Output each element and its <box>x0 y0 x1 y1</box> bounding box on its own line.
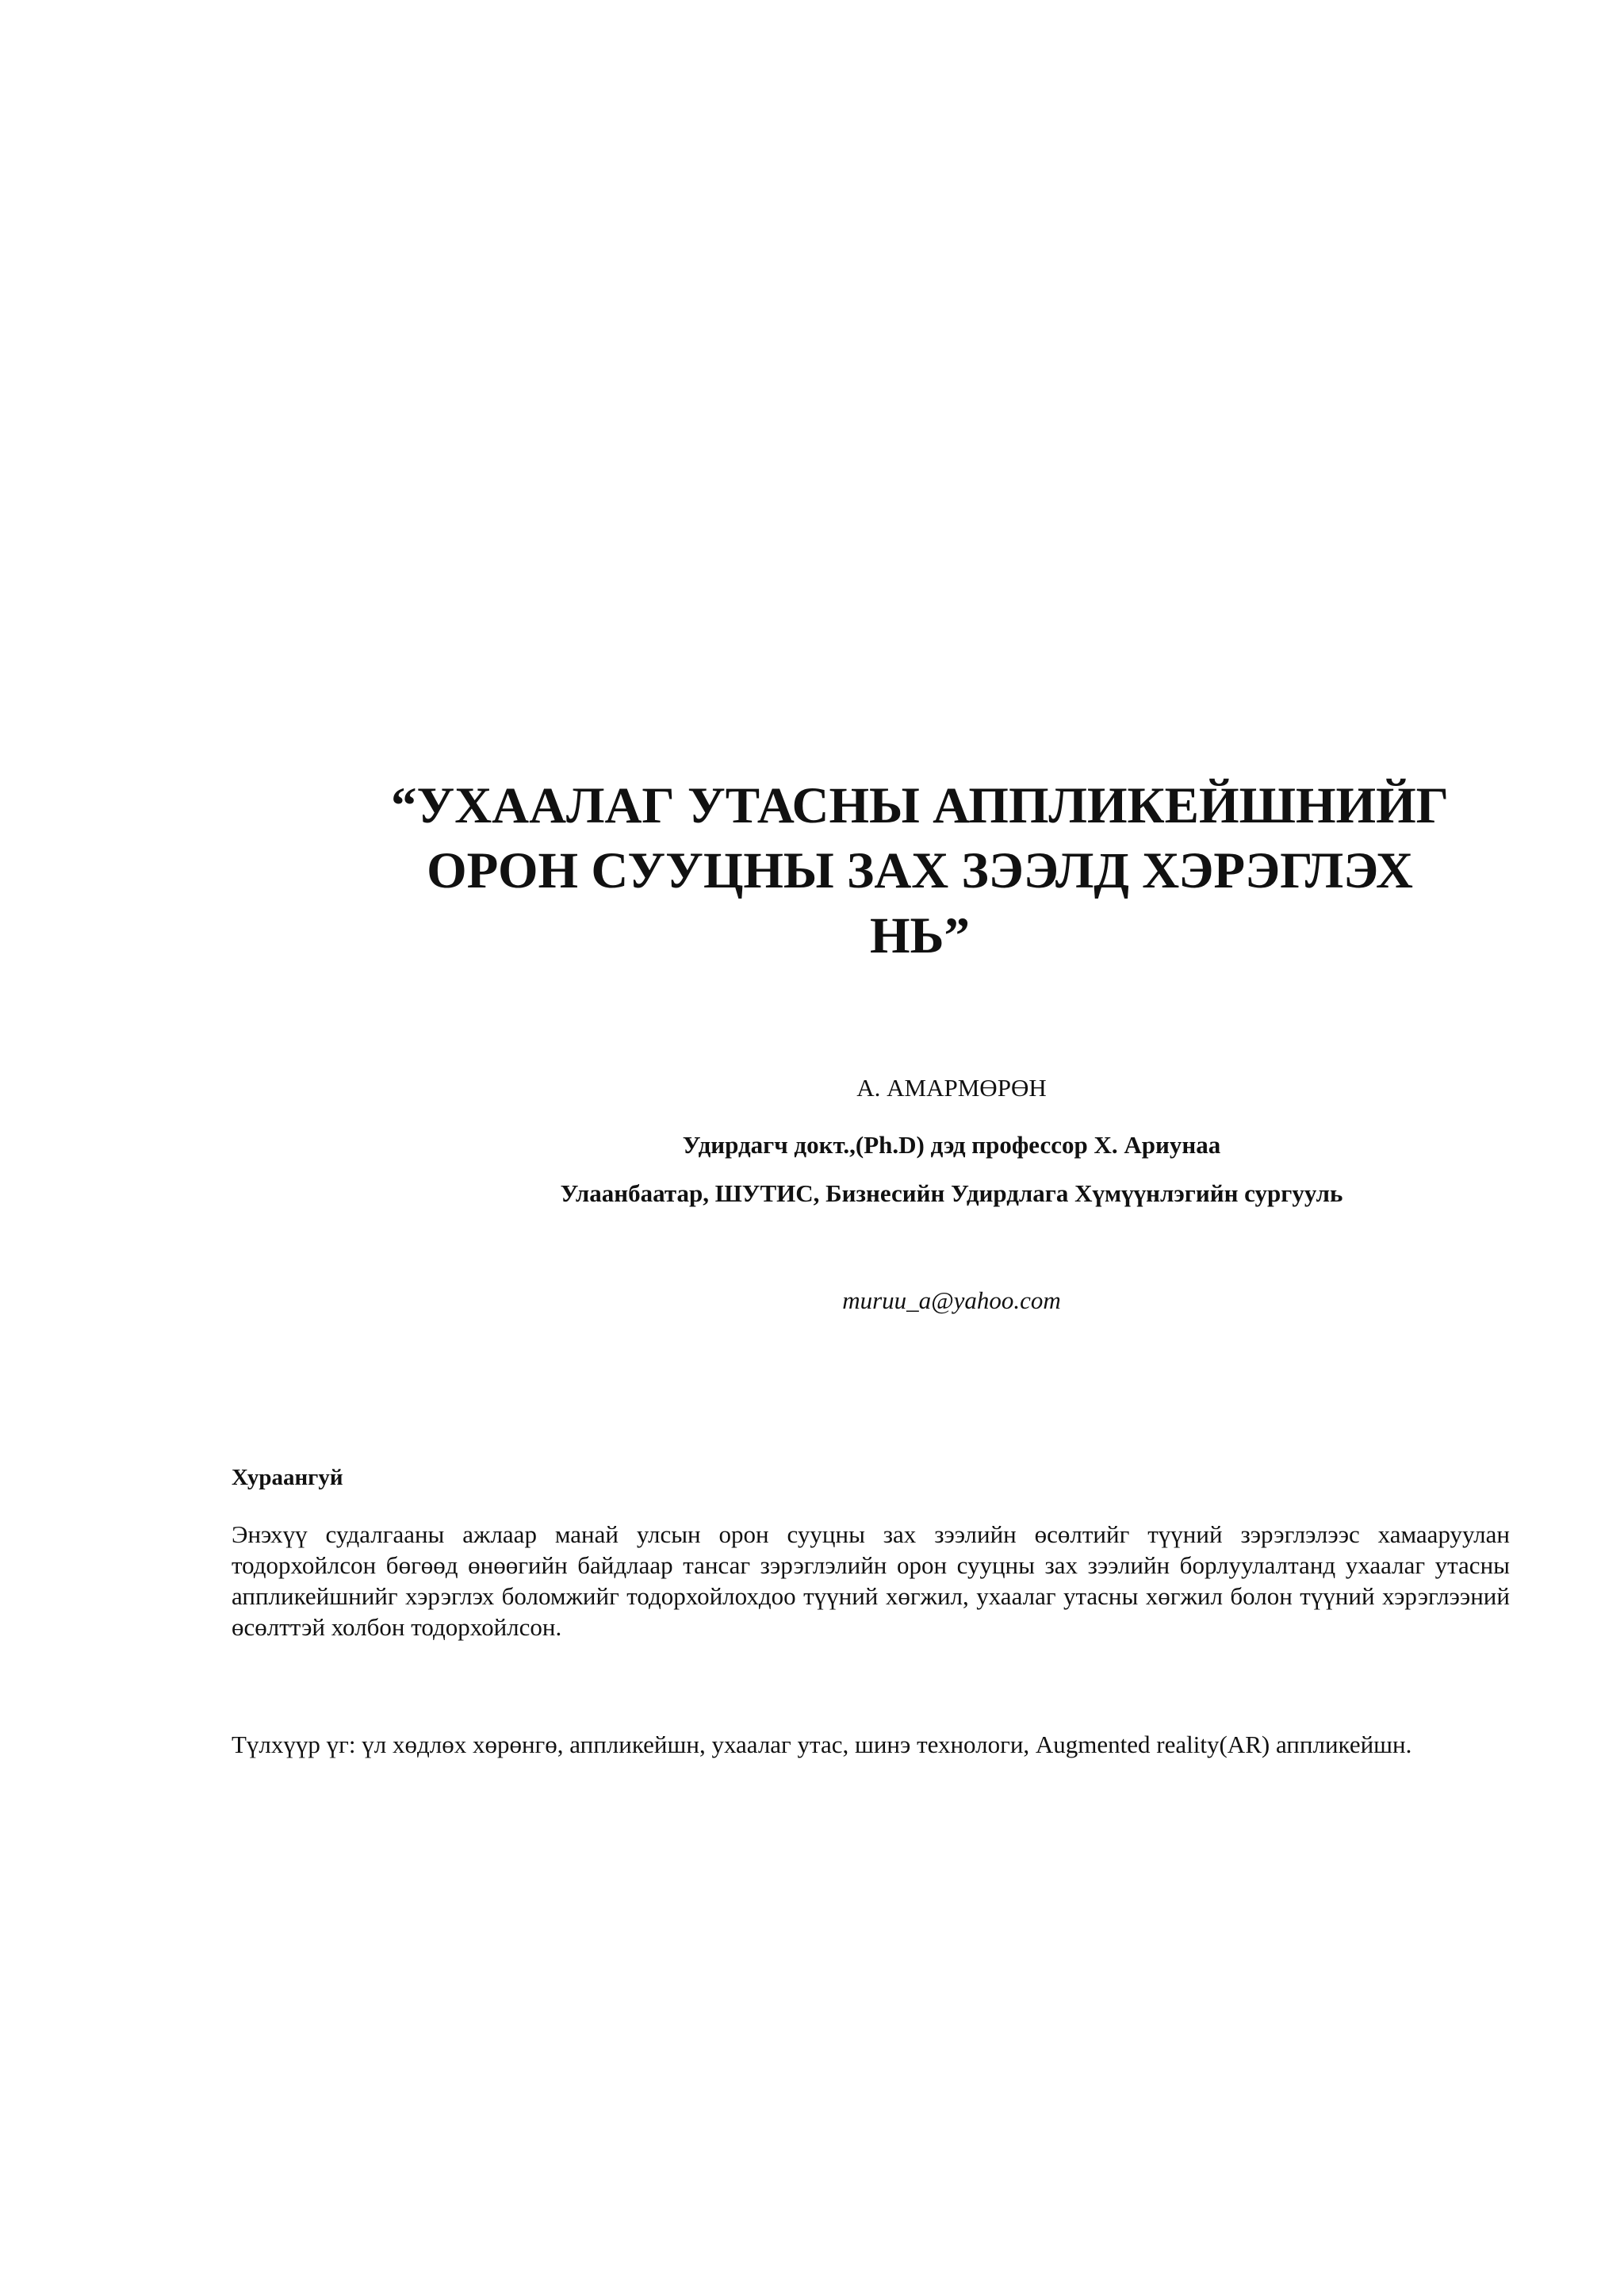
supervisor-line: Удирдагч докт.,(Ph.D) дэд профессор Х. Ариунаа <box>682 1131 1221 1159</box>
keywords-paragraph: Түлхүүр үг: үл хөдлөх хөрөнгө, аппликейшн, ухаалаг утас, шинэ технологи, Augmented reality(AR) аппликейшн. <box>232 1731 1412 1758</box>
abstract-heading: Хураангуй <box>232 1465 343 1490</box>
title-line-2: ОРОН СУУЦНЫ ЗАХ ЗЭЭЛД ХЭРЭГЛЭХ <box>427 842 1413 899</box>
paper-title <box>333 773 1507 968</box>
title-line-1: “УХААЛАГ УТАСНЫ АППЛИКЕЙШНИЙГ <box>391 777 1449 834</box>
author-name: А. АМАРМӨРӨН <box>856 1074 1047 1102</box>
author-email: muruu_a@yahoo.com <box>842 1286 1061 1314</box>
title-line-3: НЬ” <box>869 907 971 964</box>
affiliation-line: Улаанбаатар, ШУТИС, Бизнесийн Удирдлага Хүмүүнлэгийн сургууль <box>560 1179 1343 1207</box>
abstract-paragraph: Энэхүү судалгааны ажлаар манай улсын орон сууцны зах зээлийн өсөлтийг түүний зэрэглэлээс хамааруулан тодорхойлсон бөгөөд өнөөгийн байдлаар тансаг зэрэглэлийн орон сууцны зах зээлийн борлуулалтанд ухаалаг утасны аппликейшнийг хэрэглэх боломжийг тодорхойлохдоо түүний хөгжил, ухаалаг утасны хөгжил болон түүний хэрэглээний өсөлттэй холбон тодорхойлсон. <box>232 1520 1510 1641</box>
